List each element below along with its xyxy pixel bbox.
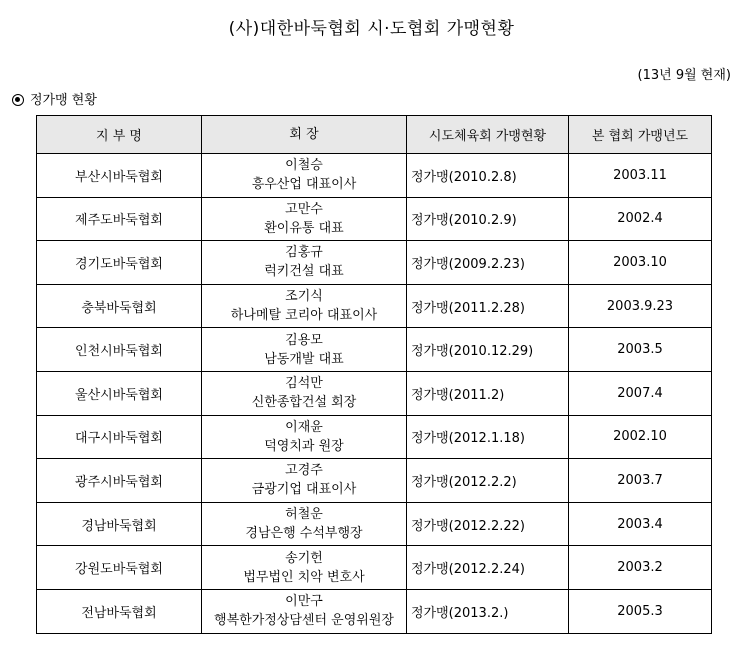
- president-cell: [202, 415, 407, 459]
- president-title: 럭키건설 대표: [264, 264, 344, 280]
- table-row: [37, 197, 712, 241]
- as-of-date: (13년 9월 현재): [637, 68, 731, 83]
- president-title: 하나메탈 코리아 대표이사: [230, 308, 378, 324]
- branch-cell: 충북바둑협회: [37, 284, 202, 328]
- year-cell: 2005.3: [569, 589, 712, 633]
- president-title: 금광기업 대표이사: [251, 482, 357, 498]
- year-cell: 2003.11: [569, 154, 712, 198]
- status-cell: 정가맹(2011.2.28): [407, 284, 569, 328]
- president-cell: [202, 502, 407, 546]
- year-cell: 2003.10: [569, 241, 712, 285]
- branch-cell: 경기도바둑협회: [37, 241, 202, 285]
- table-row: [37, 241, 712, 285]
- section-label: 정가맹 현황: [30, 93, 97, 108]
- status-cell: 정가맹(2012.2.24): [407, 546, 569, 590]
- president-name: 고경주: [285, 463, 323, 479]
- status-cell: 정가맹(2012.2.22): [407, 502, 569, 546]
- bullet-icon: [12, 94, 24, 106]
- president-name: 조기식: [285, 289, 323, 305]
- table-row: [37, 154, 712, 198]
- branch-cell: 강원도바둑협회: [37, 546, 202, 590]
- table-row: [37, 284, 712, 328]
- president-cell: [202, 241, 407, 285]
- branch-cell: 경남바둑협회: [37, 502, 202, 546]
- year-cell: 2007.4: [569, 371, 712, 415]
- president-cell: [202, 589, 407, 633]
- header-year: 본 협회 가맹년도: [569, 116, 712, 154]
- branch-cell: 부산시바둑협회: [37, 154, 202, 198]
- header-status: 시도체육회 가맹현황: [407, 116, 569, 154]
- status-cell: 정가맹(2009.2.23): [407, 241, 569, 285]
- year-cell: 2003.2: [569, 546, 712, 590]
- president-name: 이만구: [285, 594, 323, 610]
- president-cell: [202, 284, 407, 328]
- table-header-row: [37, 116, 712, 154]
- status-cell: 정가맹(2010.2.9): [407, 197, 569, 241]
- status-cell: 정가맹(2012.1.18): [407, 415, 569, 459]
- year-cell: 2002.4: [569, 197, 712, 241]
- year-cell: 2003.5: [569, 328, 712, 372]
- table-row: [37, 415, 712, 459]
- status-cell: 정가맹(2011.2): [407, 371, 569, 415]
- year-cell: 2002.10: [569, 415, 712, 459]
- header-president: 회 장: [202, 116, 407, 154]
- status-cell: 정가맹(2013.2.): [407, 589, 569, 633]
- president-name: 이철승: [285, 158, 323, 174]
- branch-cell: 인천시바둑협회: [37, 328, 202, 372]
- year-cell: 2003.4: [569, 502, 712, 546]
- president-title: 덕영치과 원장: [264, 438, 344, 454]
- table-row: [37, 589, 712, 633]
- president-title: 흥우산업 대표이사: [251, 177, 357, 193]
- president-name: 고만수: [285, 201, 323, 217]
- branch-cell: 대구시바둑협회: [37, 415, 202, 459]
- president-cell: [202, 371, 407, 415]
- president-title: 환이유통 대표: [264, 220, 344, 236]
- president-cell: [202, 197, 407, 241]
- affiliation-table: [36, 115, 712, 634]
- branch-cell: 광주시바둑협회: [37, 459, 202, 503]
- branch-cell: 제주도바둑협회: [37, 197, 202, 241]
- table-row: [37, 459, 712, 503]
- president-name: 이재윤: [285, 419, 323, 435]
- table-row: [37, 328, 712, 372]
- table-row: [37, 371, 712, 415]
- president-title: 경남은행 수석부행장: [245, 526, 363, 542]
- president-title: 남동개발 대표: [264, 351, 344, 367]
- section-heading: [12, 89, 97, 108]
- president-name: 김홍규: [285, 245, 323, 261]
- president-name: 송기헌: [285, 550, 323, 566]
- president-name: 김석만: [285, 376, 323, 392]
- president-name: 허철운: [285, 507, 323, 523]
- president-title: 행복한가정상담센터 운영위원장: [214, 613, 394, 629]
- year-cell: 2003.7: [569, 459, 712, 503]
- branch-cell: 전남바둑협회: [37, 589, 202, 633]
- president-cell: [202, 546, 407, 590]
- president-cell: [202, 328, 407, 372]
- year-cell: 2003.9.23: [569, 284, 712, 328]
- president-title: 신한종합건설 회장: [251, 395, 357, 411]
- status-cell: 정가맹(2010.12.29): [407, 328, 569, 372]
- president-title: 법무법인 치악 변호사: [243, 569, 365, 585]
- president-cell: [202, 459, 407, 503]
- president-name: 김용모: [285, 332, 323, 348]
- header-branch: 지 부 명: [37, 116, 202, 154]
- page-title: (사)대한바둑협회 시·도협회 가맹현황: [228, 19, 515, 39]
- table-row: [37, 502, 712, 546]
- branch-cell: 울산시바둑협회: [37, 371, 202, 415]
- status-cell: 정가맹(2010.2.8): [407, 154, 569, 198]
- president-cell: [202, 154, 407, 198]
- status-cell: 정가맹(2012.2.2): [407, 459, 569, 503]
- table-row: [37, 546, 712, 590]
